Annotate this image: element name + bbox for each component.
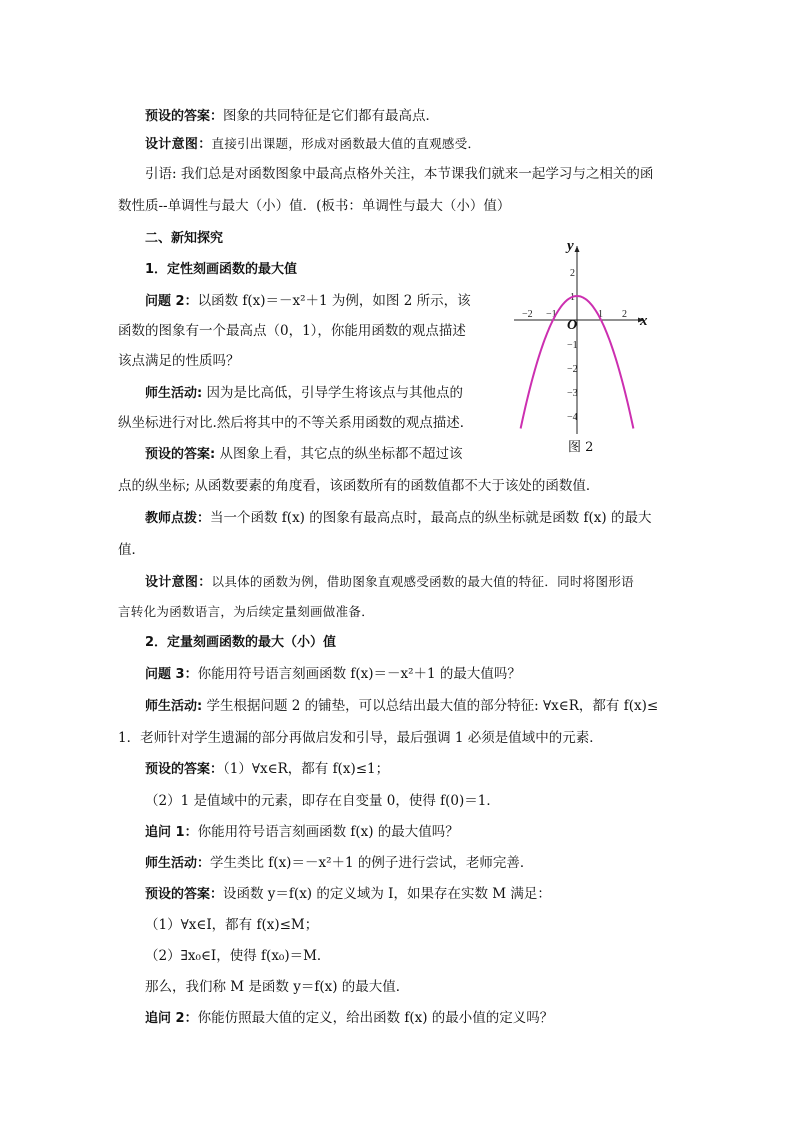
origin-label: O: [567, 318, 578, 333]
parabola-graph: [512, 236, 662, 436]
definition-conclusion: 那么，我们称 M 是函数 y＝f(x) 的最大值．: [145, 979, 410, 995]
x-tick-label: −2: [522, 309, 533, 320]
preset-answer-2-line-2: 点的纵坐标; 从函数要素的角度看，该函数所有的函数值都不大于该处的函数值．: [118, 478, 600, 494]
figure-caption: 图 2: [568, 440, 594, 455]
design-intent-1: 设计意图：直接引出课题，形成对函数最大值的直观感受．: [145, 136, 481, 152]
teacher-tip-line-1: 教师点拨：当一个函数 f(x) 的图象有最高点时，最高点的纵坐标就是函数 f(x) 的最大: [145, 510, 652, 526]
preset-answer-4-line-2: （1）∀x∈I，都有 f(x)≤M；: [145, 917, 319, 933]
y-axis-arrow: [575, 246, 580, 252]
activity-3: 师生活动：学生类比 f(x)＝－x²＋1 的例子进行尝试，老师完善．: [145, 855, 534, 871]
x-axis-label: x: [640, 313, 648, 329]
activity-2-line-1: 师生活动: 学生根据问题 2 的铺垫，可以总结出最大值的部分特征: ∀x∈R，都有 f(x)≤: [145, 698, 659, 714]
y-tick-label: 2: [570, 268, 575, 279]
section-heading-2: 二、新知探究: [145, 231, 224, 246]
preset-answer-3-line-2: （2）1 是值域中的元素，即存在自变量 0，使得 f(0)＝1．: [145, 793, 500, 809]
x-tick-label: 2: [622, 309, 627, 320]
preset-answer-1: 预设的答案：图象的共同特征是它们都有最高点．: [145, 108, 440, 124]
preset-answer-4-line-3: （2）∃x₀∈I，使得 f(x₀)＝M．: [145, 948, 331, 964]
x-tick-label: −1: [546, 309, 557, 320]
intro-line-1: 引语: 我们总是对函数图象中最高点格外关注，本节课我们就来一起学习与之相关的函: [145, 166, 654, 182]
preset-answer-4-line-1: 预设的答案：设函数 y＝f(x) 的定义域为 I，如果存在实数 M 满足：: [145, 886, 551, 902]
subsection-heading-2: 2．定量刻画函数的最大（小）值: [145, 635, 337, 650]
preset-answer-2-line-1: 预设的答案: 从图象上看，其它点的纵坐标都不超过该: [145, 446, 463, 462]
design-intent-2-line-1: 设计意图：以具体的函数为例，借助图象直观感受函数的最大值的特征．同时将图形语: [145, 574, 634, 590]
y-tick-label: 1: [570, 292, 575, 303]
y-tick-label: −4: [567, 412, 578, 423]
y-tick-label: −3: [567, 388, 578, 399]
parabola-figure: [512, 236, 662, 458]
activity-2-line-2: 1．老师针对学生遗漏的部分再做启发和引导，最后强调 1 必须是值域中的元素．: [118, 730, 603, 746]
teacher-tip-line-2: 值．: [118, 542, 145, 558]
question-2-line-2: 函数的图象有一个最高点（0，1），你能用函数的观点描述: [118, 323, 466, 339]
subsection-heading-1: 1．定性刻画函数的最大值: [145, 262, 298, 277]
activity-1-line-2: 纵坐标进行对比.然后将其中的不等关系用函数的观点描述．: [118, 415, 474, 431]
question-3: 问题 3：你能用符号语言刻画函数 f(x)＝－x²＋1 的最大值吗？: [145, 666, 521, 682]
question-2-line-1: 问题 2：以函数 f(x)＝－x²＋1 为例，如图 2 所示，该: [145, 293, 471, 309]
activity-1-line-1: 师生活动: 因为是比高低，引导学生将该点与其他点的: [145, 385, 463, 401]
question-2-line-3: 该点满足的性质吗？: [118, 353, 240, 369]
y-tick-label: −1: [567, 340, 578, 351]
preset-answer-3-line-1: 预设的答案：（1）∀x∈R，都有 f(x)≤1；: [145, 761, 390, 777]
design-intent-2-line-2: 言转化为函数语言，为后续定量刻画做准备．: [118, 604, 375, 619]
y-tick-label: −2: [567, 364, 578, 375]
intro-line-2: 数性质--单调性与最大（小）值．(板书：单调性与最大（小）值）: [118, 198, 511, 214]
x-tick-label: 1: [598, 309, 603, 320]
y-axis-label: y: [567, 238, 574, 254]
follow-up-2: 追问 2：你能仿照最大值的定义，给出函数 f(x) 的最小值的定义吗？: [145, 1010, 554, 1026]
follow-up-1: 追问 1：你能用符号语言刻画函数 f(x) 的最大值吗？: [145, 824, 459, 840]
